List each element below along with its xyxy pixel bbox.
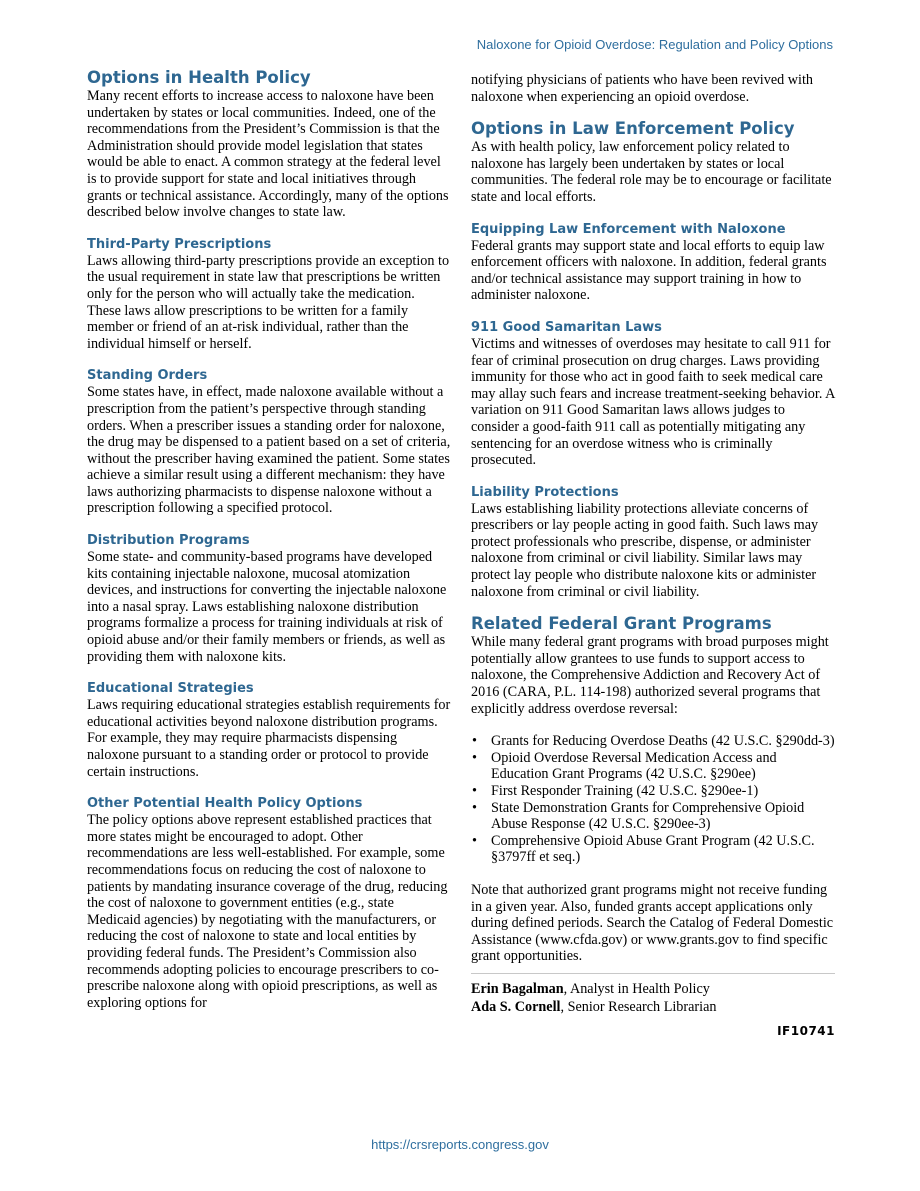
paragraph-liability: Laws establishing liability protections alleviate concerns of prescribers or lay people acting in good faith. Such laws may protect professionals who prescribe, dispense, or administer naloxone from criminal or civil liability. Similar laws may protect lay people who distribute naloxone kits or administer naloxone from criminal or civil liability.	[471, 500, 819, 600]
bullet-icon: •	[472, 749, 477, 766]
subheading-educational: Educational Strategies	[87, 681, 254, 697]
subheading-distribution: Distribution Programs	[87, 533, 250, 549]
subheading-third-party: Third-Party Prescriptions	[87, 236, 272, 252]
paragraph-other-options: The policy options above represent established practices that more states might be encouraged to adopt. Other recommendations are less well-established. For example, some recommendations focus on reducing the cost of naloxone to patients by mandating insurance coverage of the drug, reducing the cost of naloxone to government entities (e.g., state Medicaid agencies) by negotiating with the manufacturers, or reducing the cost of naloxone to state and local entities by providing federal funds. The President’s Commission also recommends adopting policies to encourage prescribers to co-prescribe naloxone along with opioid prescriptions, as well as exploring options for	[87, 812, 448, 1011]
bullet-icon: •	[472, 799, 477, 816]
footer-url-link[interactable]: https://crsreports.congress.gov	[371, 1137, 549, 1152]
list-item: • Comprehensive Opioid Abuse Grant Program (42 U.S.C. §3797ff et seq.)	[472, 832, 815, 866]
author-divider	[471, 973, 835, 974]
paragraph-grants-note: Note that authorized grant programs might not receive funding in a given year. Also, funded grants accept applications only during defined periods. Search the Catalog of Federal Domestic Assistance (www.cfda.gov) or www.grants.gov to find specific grant opportunities.	[471, 881, 834, 965]
paragraph-health-policy-intro: Many recent efforts to increase access to naloxone have been undertaken by states or local communities. Indeed, one of the recommendations from the President’s Commission is that the Administration should provide model legislation that states would be able to enact. A common strategy at the federal level is to provide support for state and local initiatives through grants or technical assistance. Accordingly, many of the options described below involve changes to state law.	[87, 88, 449, 221]
subheading-good-samaritan: 911 Good Samaritan Laws	[471, 319, 662, 335]
section-heading-health-policy: Options in Health Policy	[87, 68, 311, 87]
author-role: , Analyst in Health Policy	[563, 980, 710, 997]
subheading-equipping: Equipping Law Enforcement with Naloxone	[471, 221, 786, 237]
author-name: Erin Bagalman	[471, 980, 564, 997]
author-name: Ada S. Cornell	[471, 998, 561, 1015]
author-role: , Senior Research Librarian	[560, 998, 717, 1015]
list-item: • First Responder Training (42 U.S.C. §290ee-1)	[472, 783, 759, 799]
paragraph-equipping: Federal grants may support state and local efforts to equip law enforcement officers with naloxone. In addition, federal grants and/or technical assistance may support training in how to administer naloxone.	[471, 237, 827, 304]
list-item: • Grants for Reducing Overdose Deaths (42 U.S.C. §290dd-3)	[472, 733, 835, 750]
list-item: • Opioid Overdose Reversal Medication Access and Education Grant Programs (42 U.S.C. §290ee)	[472, 749, 777, 783]
left-column	[87, 68, 451, 1011]
paragraph-grants-intro: While many federal grant programs with broad purposes might potentially allow grantees to use funds to support access to naloxone, the Comprehensive Addiction and Recovery Act of 2016 (CARA, P.L. 114-198) authorized several programs that explicitly address overdose reversal:	[471, 634, 829, 717]
section-heading-law-enforcement: Options in Law Enforcement Policy	[471, 119, 795, 139]
bullet-icon: •	[472, 733, 477, 750]
paragraph-law-enforcement: As with health policy, law enforcement policy related to naloxone has largely been undertaken by states or local communities. The federal role may be to encourage or facilitate state and local efforts.	[471, 139, 832, 205]
paragraph-standing-orders: Some states have, in effect, made naloxone available without a prescription from the patient’s perspective through standing orders. When a prescriber issues a standing order for naloxone, the drug may be dispensed to a patient based on a set of criteria, without the prescriber having examined the patient. Some states achieve a similar result using a different mechanism: they have laws authorizing pharmacists to dispense naloxone without a prescription following a specified protocol.	[87, 384, 451, 517]
paragraph-distribution: Some state- and community-based programs have developed kits containing injectable naloxone, mucosal atomization devices, and instructions for converting the injectable naloxone into a nasal spray. Laws establishing naloxone distribution programs formalize a process for training individuals at risk of opioid abuse and/or their family members or friends, as well as providing them with naloxone kits.	[87, 549, 447, 665]
paragraph-good-samaritan: Victims and witnesses of overdoses may hesitate to call 911 for fear of criminal prosecution on drug charges. Laws providing immunity for those who act in good faith to seek medical care may allay such fears and increase treatment-seeking behavior. A variation on 911 Good Samaritan laws allows judges to consider a good-faith 911 call as potentially mitigating any sentencing for an overdose witness who is criminally prosecuted.	[471, 335, 835, 469]
grant-program-list	[471, 733, 835, 866]
document-id: IF10741	[777, 1023, 835, 1038]
running-header: Naloxone for Opioid Overdose: Regulation and Policy Options	[476, 37, 833, 52]
section-heading-grants: Related Federal Grant Programs	[471, 614, 772, 634]
author-line	[471, 980, 835, 998]
bullet-icon: •	[472, 832, 477, 849]
bullet-icon: •	[472, 783, 477, 799]
subheading-other-options: Other Potential Health Policy Options	[87, 796, 363, 812]
list-item: • State Demonstration Grants for Comprehensive Opioid Abuse Response (42 U.S.C. §290ee-3)	[472, 799, 805, 833]
author-line	[471, 998, 835, 1016]
paragraph-educational: Laws requiring educational strategies establish requirements for educational activities beyond naloxone distribution programs. For example, they may require pharmacists dispensing naloxone pursuant to a standing order or protocol to provide certain instructions.	[87, 697, 451, 780]
subheading-liability: Liability Protections	[471, 484, 619, 500]
subheading-standing-orders: Standing Orders	[87, 368, 208, 384]
paragraph-third-party: Laws allowing third-party prescriptions provide an exception to the usual requirement in state law that prescriptions be written only for the person who will actually take the medication. These laws allow prescriptions to be written for a family member or friend of an at-risk individual, rather than the individual himself or herself.	[87, 252, 450, 352]
paragraph-continuation: notifying physicians of patients who have been revived with naloxone when experiencing an opioid overdose.	[471, 72, 813, 105]
right-column	[471, 72, 835, 1038]
